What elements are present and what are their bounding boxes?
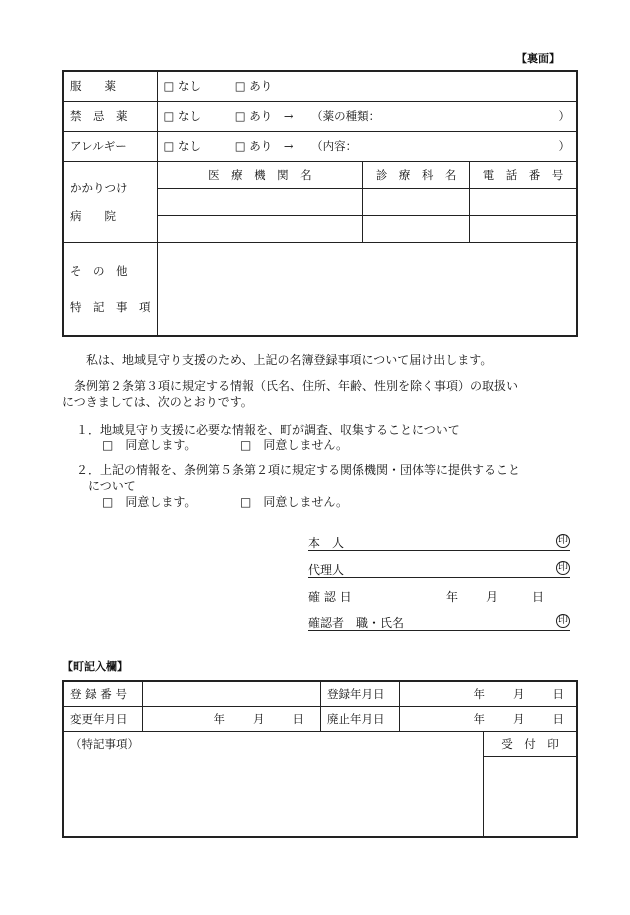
item1-disagree-checkbox[interactable]: □ 同意しません。 xyxy=(240,438,349,452)
day-label: 日 xyxy=(532,590,545,604)
change-date-input[interactable] xyxy=(143,707,321,732)
reg-no-label: 登 録 番 号 xyxy=(63,681,143,707)
hospital-label xyxy=(63,161,157,242)
statement-text: 私は、地域見守り支援のため、上記の名簿登録事項について届け出します。 xyxy=(86,353,493,367)
allergy-none-checkbox[interactable]: □ なし xyxy=(163,139,202,153)
allergy-yes-checkbox[interactable]: □ あり xyxy=(234,139,273,153)
reg-date-input[interactable] xyxy=(400,681,578,707)
abolish-date-input[interactable] xyxy=(400,707,578,732)
forbidden-drug-label: 禁 忌 薬 xyxy=(63,101,157,131)
seal-icon: 印 xyxy=(558,615,568,626)
close-paren: ） xyxy=(558,139,570,153)
seal-icon: 印 xyxy=(558,562,568,573)
consent-item-1: １．地域見守り支援に必要な情報を、町が調査、収集することについて xyxy=(76,423,460,437)
reg-no-input[interactable] xyxy=(143,681,321,707)
col-phone-header: 電 話 番 号 xyxy=(470,161,577,188)
town-section-label: 【町記入欄】 xyxy=(62,660,128,673)
confirmer-signature-line[interactable] xyxy=(308,614,570,631)
month-label: 月 xyxy=(513,712,525,726)
ordinance-line1: 条例第２条第３項に規定する情報（氏名、住所、年齢、性別を除く事項）の取扱い xyxy=(74,379,519,393)
department-input-1[interactable] xyxy=(363,188,470,215)
other-label-line1: そ の 他 xyxy=(70,263,128,278)
day-label: 日 xyxy=(552,687,564,701)
forbidden-detail-label: （薬の種類： xyxy=(311,109,381,123)
year-label: 年 xyxy=(446,590,459,604)
day-label: 日 xyxy=(292,712,304,726)
confirm-date-line[interactable] xyxy=(308,588,570,605)
other-label-line2: 特 記 事 項 xyxy=(70,299,151,314)
allergy-detail-label: （内容： xyxy=(311,139,358,153)
town-entry-table xyxy=(62,680,578,838)
page-label: 【裏面】 xyxy=(516,52,560,65)
medication-none-checkbox[interactable]: □ なし xyxy=(163,79,202,94)
month-label: 月 xyxy=(486,590,499,604)
other-notes-input[interactable] xyxy=(157,242,577,336)
institution-input-2[interactable] xyxy=(157,215,363,242)
confirmer-label: 確認者 職・氏名 xyxy=(308,616,405,630)
year-label: 年 xyxy=(473,712,485,726)
department-input-2[interactable] xyxy=(363,215,470,242)
medication-yes-checkbox[interactable]: □ あり xyxy=(234,79,273,94)
item2-disagree-checkbox[interactable]: □ 同意しません。 xyxy=(240,495,349,509)
change-date-label: 変更年月日 xyxy=(63,707,143,732)
town-remarks-input[interactable] xyxy=(63,732,484,838)
col-department-header: 診 療 科 名 xyxy=(363,161,470,188)
proxy-signature-line[interactable] xyxy=(308,561,570,578)
institution-input-1[interactable] xyxy=(157,188,363,215)
item1-agree-checkbox[interactable]: □ 同意します。 xyxy=(102,438,197,452)
month-label: 月 xyxy=(513,687,525,701)
arrow-icon: → xyxy=(283,139,294,153)
person-label: 本 人 xyxy=(308,536,345,550)
day-label: 日 xyxy=(552,712,564,726)
person-signature-line[interactable] xyxy=(308,534,570,551)
forbidden-none-checkbox[interactable]: □ なし xyxy=(163,109,202,123)
col-institution-header: 医 療 機 関 名 xyxy=(157,161,363,188)
confirm-date-label: 確 認 日 xyxy=(308,590,352,604)
receipt-stamp-label: 受 付 印 xyxy=(484,732,578,757)
item2-agree-checkbox[interactable]: □ 同意します。 xyxy=(102,495,197,509)
phone-input-2[interactable] xyxy=(470,215,577,242)
hospital-label-line2: 病 院 xyxy=(70,208,116,223)
seal-icon: 印 xyxy=(558,535,568,546)
receipt-stamp-box[interactable] xyxy=(484,757,578,837)
allergy-label: アレルギー xyxy=(63,131,157,161)
ordinance-line2: につきましては、次のとおりです。 xyxy=(62,395,253,409)
proxy-label: 代理人 xyxy=(308,563,345,577)
abolish-date-label: 廃止年月日 xyxy=(321,707,400,732)
reg-date-label: 登録年月日 xyxy=(321,681,400,707)
consent-item-2-cont: について xyxy=(88,479,136,493)
year-label: 年 xyxy=(213,712,225,726)
medication-label: 服 薬 xyxy=(63,71,157,101)
year-label: 年 xyxy=(473,687,485,701)
other-notes-label xyxy=(63,242,157,336)
consent-item-2: ２．上記の情報を、条例第５条第２項に規定する関係機関・団体等に提供すること xyxy=(76,463,521,477)
phone-input-1[interactable] xyxy=(470,188,577,215)
town-remarks-label: （特記事項） xyxy=(70,737,139,751)
close-paren: ） xyxy=(558,109,570,123)
hospital-label-line1: かかりつけ xyxy=(70,180,128,195)
forbidden-yes-checkbox[interactable]: □ あり xyxy=(234,109,273,123)
month-label: 月 xyxy=(253,712,265,726)
arrow-icon: → xyxy=(283,109,294,123)
health-info-table xyxy=(62,70,578,337)
